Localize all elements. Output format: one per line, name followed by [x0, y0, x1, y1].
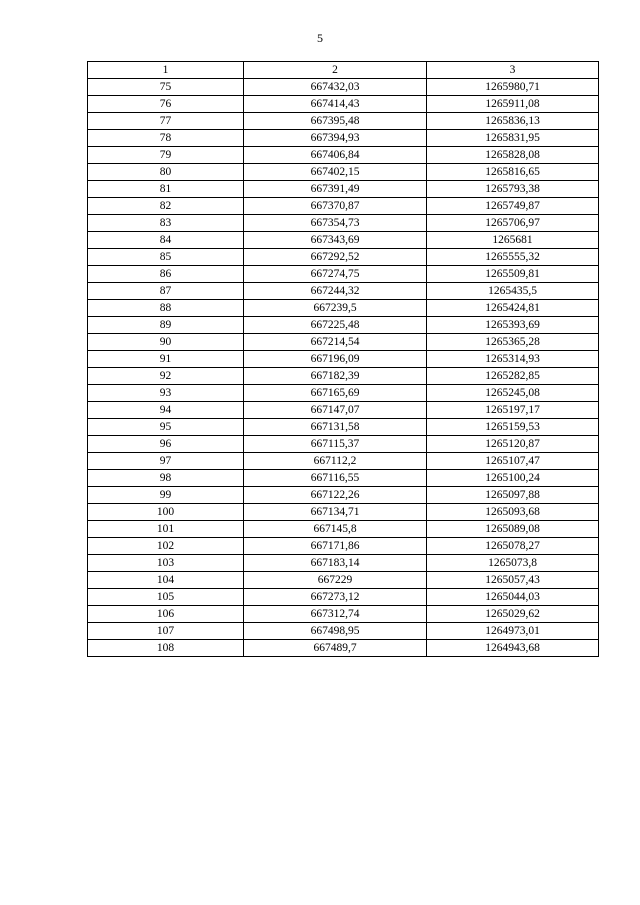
point-number-cell: 81: [88, 181, 244, 198]
table-row: [88, 521, 599, 538]
x-coordinate-cell: 667145,8: [244, 521, 427, 538]
y-coordinate-cell: 1265424,81: [427, 300, 599, 317]
x-coordinate-cell: 667239,5: [244, 300, 427, 317]
x-coordinate-cell: 667171,86: [244, 538, 427, 555]
table-row: [88, 147, 599, 164]
y-coordinate-cell: 1264973,01: [427, 623, 599, 640]
x-coordinate-cell: 667312,74: [244, 606, 427, 623]
table-row: [88, 640, 599, 657]
x-coordinate-cell: 667182,39: [244, 368, 427, 385]
point-number-cell: 80: [88, 164, 244, 181]
x-coordinate-cell: 667394,93: [244, 130, 427, 147]
table-row: [88, 79, 599, 96]
x-coordinate-cell: 667489,7: [244, 640, 427, 657]
point-number-cell: 93: [88, 385, 244, 402]
point-number-cell: 92: [88, 368, 244, 385]
column-header-1: 1: [88, 62, 244, 79]
y-coordinate-cell: 1265555,32: [427, 249, 599, 266]
point-number-cell: 98: [88, 470, 244, 487]
table-row: [88, 419, 599, 436]
table-row: [88, 436, 599, 453]
x-coordinate-cell: 667244,32: [244, 283, 427, 300]
y-coordinate-cell: 1265120,87: [427, 436, 599, 453]
table-row: [88, 487, 599, 504]
y-coordinate-cell: 1265393,69: [427, 317, 599, 334]
x-coordinate-cell: 667498,95: [244, 623, 427, 640]
y-coordinate-cell: 1265435,5: [427, 283, 599, 300]
y-coordinate-cell: 1265057,43: [427, 572, 599, 589]
table-body: [88, 79, 599, 657]
x-coordinate-cell: 667214,54: [244, 334, 427, 351]
table-row: [88, 181, 599, 198]
point-number-cell: 86: [88, 266, 244, 283]
point-number-cell: 102: [88, 538, 244, 555]
y-coordinate-cell: 1265793,38: [427, 181, 599, 198]
y-coordinate-cell: 1265107,47: [427, 453, 599, 470]
x-coordinate-cell: 667116,55: [244, 470, 427, 487]
x-coordinate-cell: 667292,52: [244, 249, 427, 266]
x-coordinate-cell: 667343,69: [244, 232, 427, 249]
column-header-3: 3: [427, 62, 599, 79]
table-row: [88, 317, 599, 334]
coordinates-table: [87, 61, 599, 657]
table-row: [88, 351, 599, 368]
table-header: [88, 62, 599, 79]
y-coordinate-cell: 1265089,08: [427, 521, 599, 538]
y-coordinate-cell: 1265749,87: [427, 198, 599, 215]
point-number-cell: 83: [88, 215, 244, 232]
y-coordinate-cell: 1265681: [427, 232, 599, 249]
point-number-cell: 90: [88, 334, 244, 351]
x-coordinate-cell: 667402,15: [244, 164, 427, 181]
table-row: [88, 470, 599, 487]
point-number-cell: 101: [88, 521, 244, 538]
table-row: [88, 113, 599, 130]
table-row: [88, 555, 599, 572]
point-number-cell: 107: [88, 623, 244, 640]
x-coordinate-cell: 667134,71: [244, 504, 427, 521]
point-number-cell: 82: [88, 198, 244, 215]
table-row: [88, 385, 599, 402]
x-coordinate-cell: 667229: [244, 572, 427, 589]
point-number-cell: 75: [88, 79, 244, 96]
x-coordinate-cell: 667274,75: [244, 266, 427, 283]
point-number-cell: 103: [88, 555, 244, 572]
y-coordinate-cell: 1265314,93: [427, 351, 599, 368]
y-coordinate-cell: 1265831,95: [427, 130, 599, 147]
x-coordinate-cell: 667122,26: [244, 487, 427, 504]
page-number: 5: [317, 31, 323, 45]
x-coordinate-cell: 667112,2: [244, 453, 427, 470]
y-coordinate-cell: 1265706,97: [427, 215, 599, 232]
table-row: [88, 623, 599, 640]
y-coordinate-cell: 1265100,24: [427, 470, 599, 487]
table-row: [88, 283, 599, 300]
point-number-cell: 79: [88, 147, 244, 164]
point-number-cell: 105: [88, 589, 244, 606]
point-number-cell: 84: [88, 232, 244, 249]
point-number-cell: 106: [88, 606, 244, 623]
y-coordinate-cell: 1264943,68: [427, 640, 599, 657]
x-coordinate-cell: 667414,43: [244, 96, 427, 113]
point-number-cell: 108: [88, 640, 244, 657]
x-coordinate-cell: 667391,49: [244, 181, 427, 198]
x-coordinate-cell: 667354,73: [244, 215, 427, 232]
point-number-cell: 88: [88, 300, 244, 317]
point-number-cell: 85: [88, 249, 244, 266]
y-coordinate-cell: 1265029,62: [427, 606, 599, 623]
x-coordinate-cell: 667147,07: [244, 402, 427, 419]
point-number-cell: 78: [88, 130, 244, 147]
point-number-cell: 89: [88, 317, 244, 334]
point-number-cell: 100: [88, 504, 244, 521]
table-row: [88, 572, 599, 589]
table-row: [88, 130, 599, 147]
column-header-2: 2: [244, 62, 427, 79]
table-row: [88, 504, 599, 521]
y-coordinate-cell: 1265078,27: [427, 538, 599, 555]
table-row: [88, 453, 599, 470]
table-row: [88, 232, 599, 249]
point-number-cell: 104: [88, 572, 244, 589]
x-coordinate-cell: 667370,87: [244, 198, 427, 215]
y-coordinate-cell: 1265828,08: [427, 147, 599, 164]
y-coordinate-cell: 1265816,65: [427, 164, 599, 181]
y-coordinate-cell: 1265245,08: [427, 385, 599, 402]
point-number-cell: 95: [88, 419, 244, 436]
y-coordinate-cell: 1265282,85: [427, 368, 599, 385]
y-coordinate-cell: 1265197,17: [427, 402, 599, 419]
x-coordinate-cell: 667406,84: [244, 147, 427, 164]
table-row: [88, 538, 599, 555]
table-row: [88, 249, 599, 266]
table-row: [88, 606, 599, 623]
table-row: [88, 334, 599, 351]
y-coordinate-cell: 1265159,53: [427, 419, 599, 436]
x-coordinate-cell: 667165,69: [244, 385, 427, 402]
point-number-cell: 76: [88, 96, 244, 113]
point-number-cell: 87: [88, 283, 244, 300]
table-row: [88, 589, 599, 606]
point-number-cell: 77: [88, 113, 244, 130]
x-coordinate-cell: 667115,37: [244, 436, 427, 453]
point-number-cell: 91: [88, 351, 244, 368]
header-row: [88, 62, 599, 79]
y-coordinate-cell: 1265836,13: [427, 113, 599, 130]
y-coordinate-cell: 1265073,8: [427, 555, 599, 572]
y-coordinate-cell: 1265911,08: [427, 96, 599, 113]
table-row: [88, 266, 599, 283]
x-coordinate-cell: 667273,12: [244, 589, 427, 606]
y-coordinate-cell: 1265365,28: [427, 334, 599, 351]
point-number-cell: 96: [88, 436, 244, 453]
table-row: [88, 402, 599, 419]
x-coordinate-cell: 667183,14: [244, 555, 427, 572]
y-coordinate-cell: 1265509,81: [427, 266, 599, 283]
table-row: [88, 164, 599, 181]
table-row: [88, 198, 599, 215]
x-coordinate-cell: 667196,09: [244, 351, 427, 368]
table-row: [88, 300, 599, 317]
y-coordinate-cell: 1265093,68: [427, 504, 599, 521]
x-coordinate-cell: 667395,48: [244, 113, 427, 130]
table-row: [88, 215, 599, 232]
x-coordinate-cell: 667432,03: [244, 79, 427, 96]
point-number-cell: 99: [88, 487, 244, 504]
y-coordinate-cell: 1265044,03: [427, 589, 599, 606]
point-number-cell: 97: [88, 453, 244, 470]
y-coordinate-cell: 1265097,88: [427, 487, 599, 504]
x-coordinate-cell: 667131,58: [244, 419, 427, 436]
table-row: [88, 96, 599, 113]
point-number-cell: 94: [88, 402, 244, 419]
x-coordinate-cell: 667225,48: [244, 317, 427, 334]
y-coordinate-cell: 1265980,71: [427, 79, 599, 96]
table-row: [88, 368, 599, 385]
